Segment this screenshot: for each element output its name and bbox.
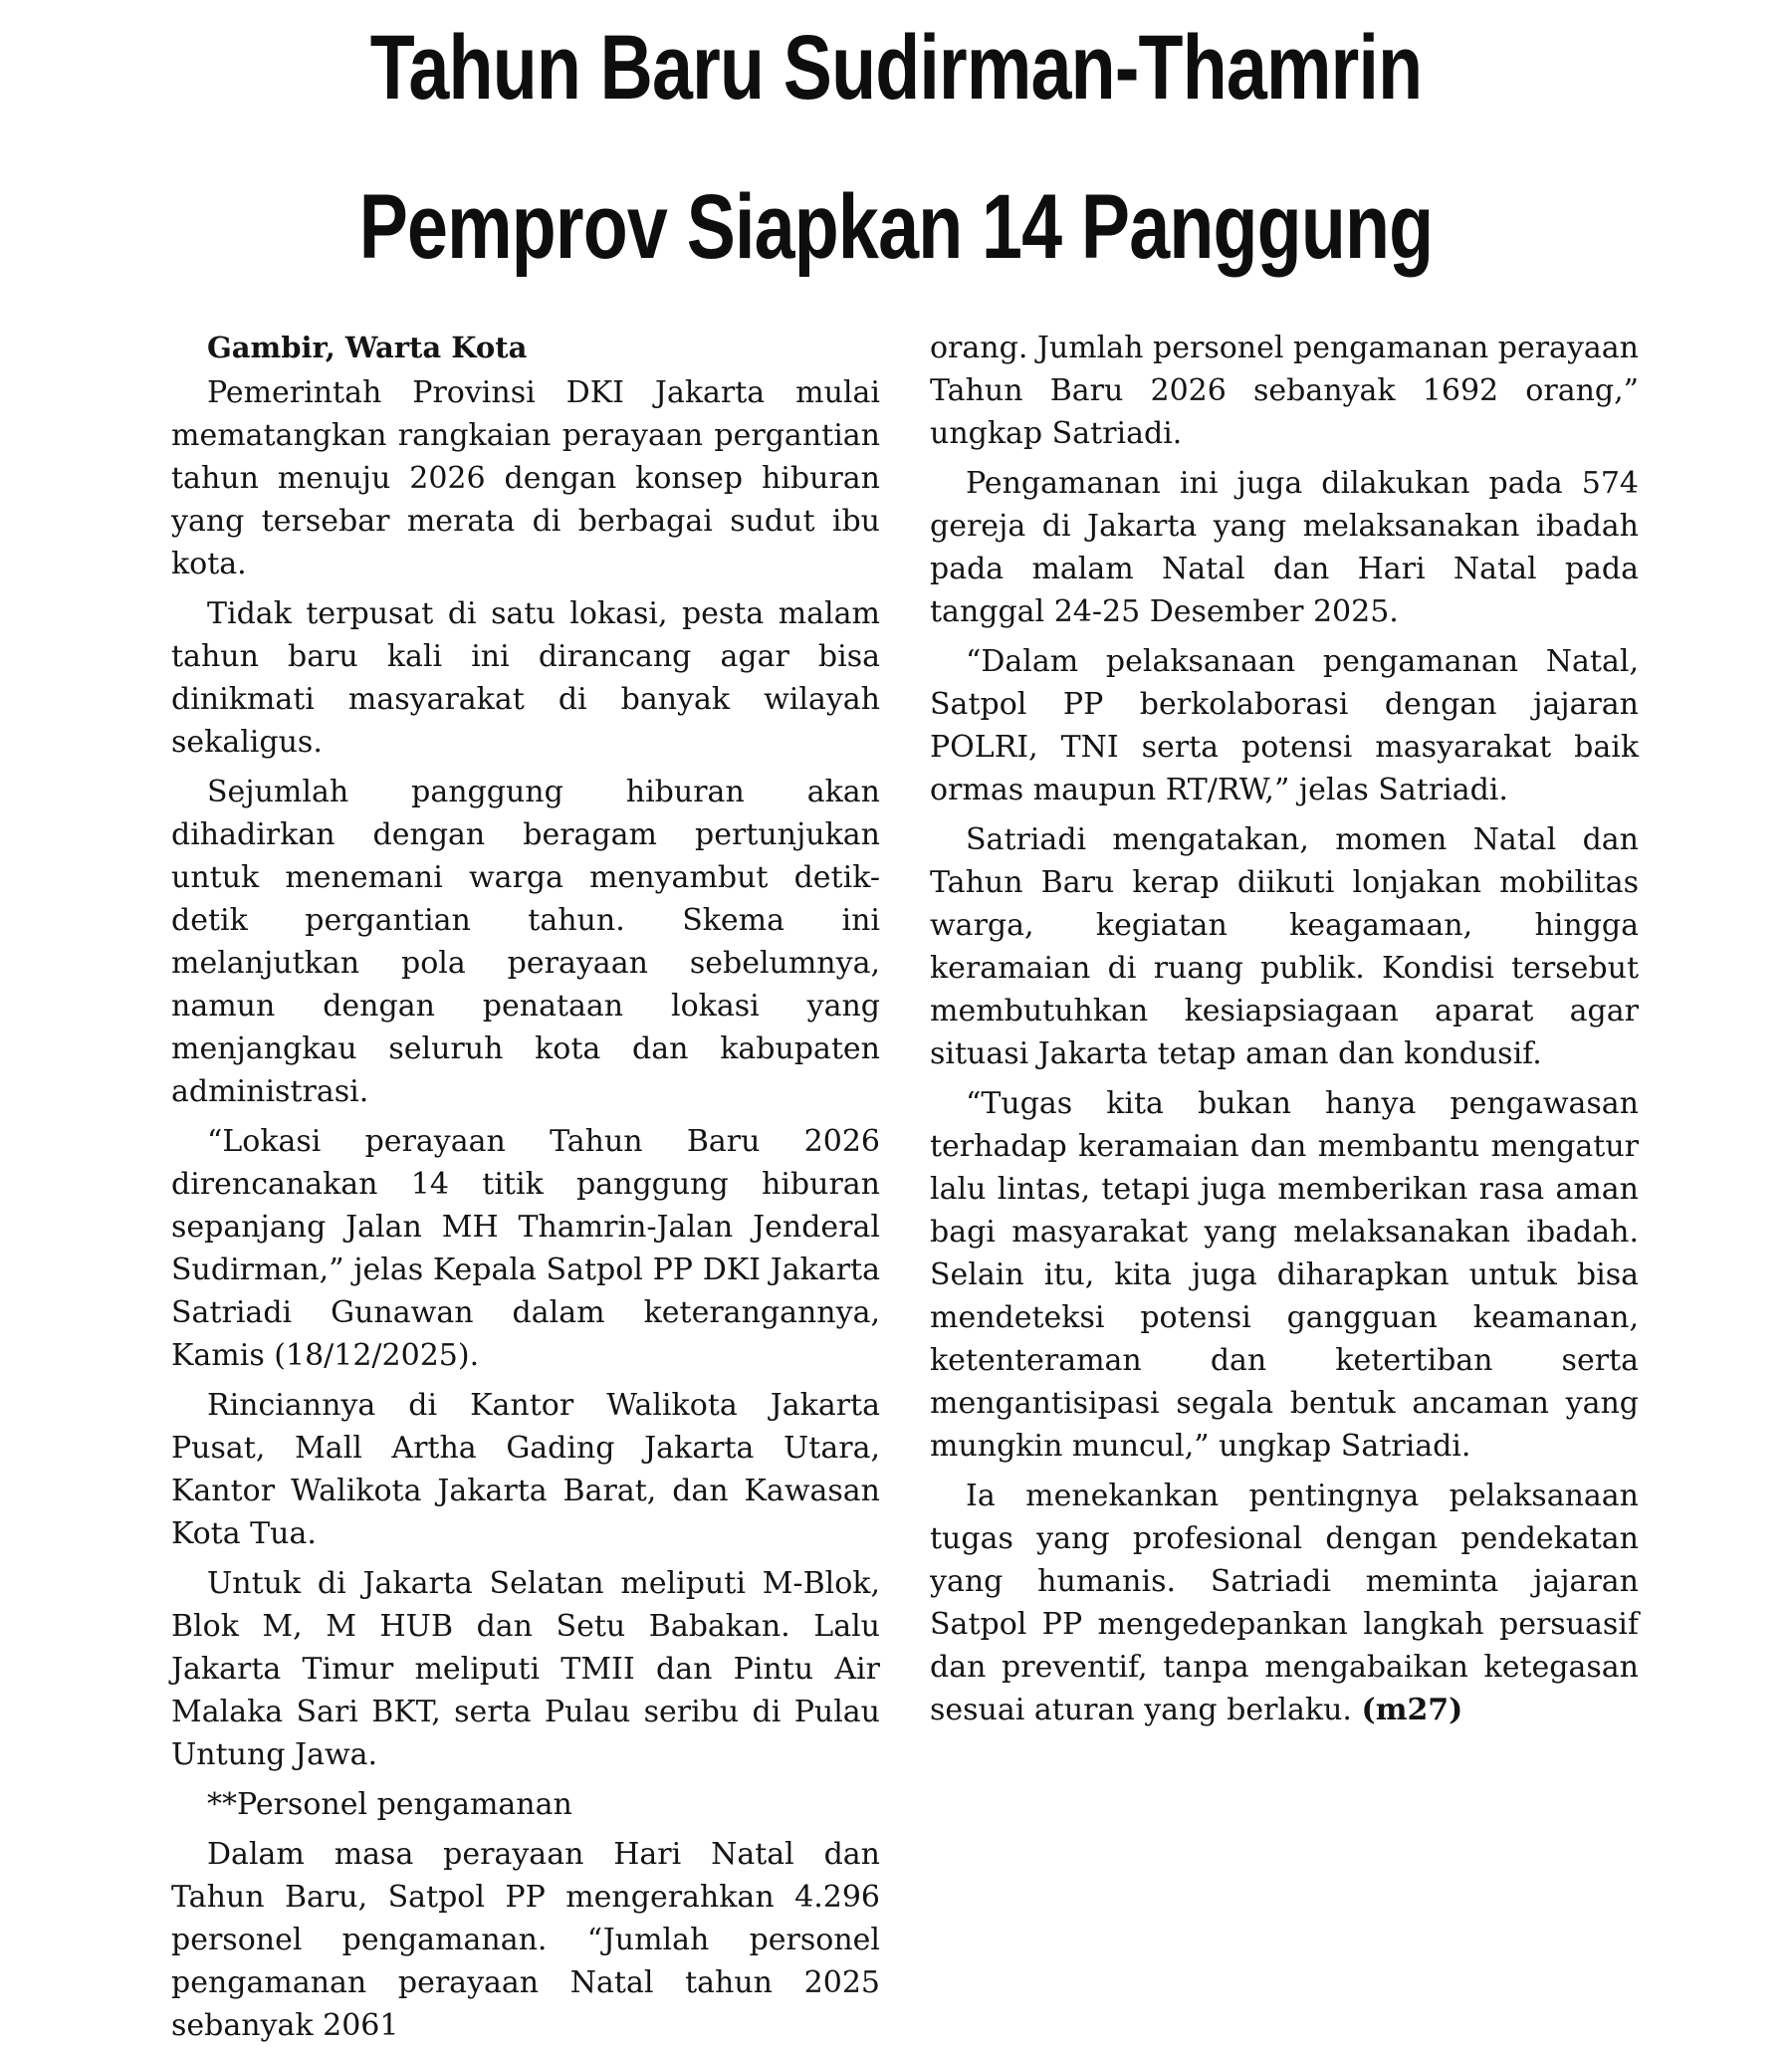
author-code: (m27)	[1361, 1693, 1463, 1727]
subheading: **Personel pengamanan	[207, 1787, 572, 1822]
final-paragraph-text: Ia menekankan pentingnya pelaksanaan tugas yang profesional dengan pendekatan yang humanis. Satriadi meminta jajaran Satpol PP mengedepankan langkah persuasif dan preventif, tanpa mengabaikan ketegasan sesuai aturan yang berlaku.	[930, 1479, 1639, 1727]
paragraph: Sejumlah panggung hiburan akan dihadirkan dengan beragam pertunjukan untuk menemani warga menyambut detik-detik pergantian tahun. Skema ini melanjutkan pola perayaan sebelumnya, namun dengan penataan lokasi yang menjangkau seluruh kota dan kabupaten administrasi.	[171, 775, 880, 1109]
paragraph: Pengamanan ini juga dilakukan pada 574 gereja di Jakarta yang melaksanakan ibadah pada malam Natal dan Hari Natal pada tanggal 24-25 Desember 2025.	[930, 466, 1639, 629]
dateline: Gambir, Warta Kota	[207, 331, 528, 364]
paragraph: Pemerintah Provinsi DKI Jakarta mulai mematangkan rangkaian perayaan pergantian tahun menuju 2026 dengan konsep hiburan yang tersebar merata di berbagai sudut ibu kota.	[171, 375, 880, 581]
paragraph: Rinciannya di Kantor Walikota Jakarta Pusat, Mall Artha Gading Jakarta Utara, Kantor Walikota Jakarta Barat, dan Kawasan Kota Tua.	[171, 1388, 880, 1551]
final-paragraph	[930, 1475, 1639, 1731]
paragraph: “Tugas kita bukan hanya pengawasan terhadap keramaian dan membantu mengatur lalu lintas, tetapi juga memberikan rasa aman bagi masyarakat yang melaksanakan ibadah. Selain itu, kita juga diharapkan untuk bisa mendeteksi potensi gangguan keamanan, ketenteraman dan ketertiban serta mengantisipasi segala bentuk ancaman yang mungkin muncul,” ungkap Satriadi.	[930, 1086, 1639, 1464]
left-column	[171, 329, 880, 2054]
paragraph: “Dalam pelaksanaan pengamanan Natal, Satpol PP berkolaborasi dengan jajaran POLRI, TNI serta potensi masyarakat baik ormas maupun RT/RW,” jelas Satriadi.	[930, 644, 1639, 807]
paragraph: Untuk di Jakarta Selatan meliputi M-Blok, Blok M, M HUB dan Setu Babakan. Lalu Jakarta Timur meliputi TMII dan Pintu Air Malaka Sari BKT, serta Pulau seribu di Pulau Untung Jawa.	[171, 1566, 880, 1772]
paragraph: Satriadi mengatakan, momen Natal dan Tahun Baru kerap diikuti lonjakan mobilitas warga, kegiatan keagamaan, hingga keramaian di ruang publik. Kondisi tersebut membutuhkan kesiapsiagaan aparat agar situasi Jakarta tetap aman dan kondusif.	[930, 822, 1639, 1071]
headline-line-2: Pemprov Siapkan 14 Panggung	[358, 176, 1434, 278]
right-column	[930, 327, 1639, 1738]
paragraph: Dalam masa perayaan Hari Natal dan Tahun Baru, Satpol PP mengerahkan 4.296 personel pengamanan. “Jumlah personel pengamanan perayaan Natal tahun 2025 sebanyak 2061	[171, 1837, 880, 2043]
paragraph: “Lokasi perayaan Tahun Baru 2026 direncanakan 14 titik panggung hiburan sepanjang Jalan MH Thamrin-Jalan Jenderal Sudirman,” jelas Kepala Satpol PP DKI Jakarta Satriadi Gunawan dalam keterangannya, Kamis (18/12/2025).	[171, 1124, 880, 1373]
paragraph-continuation: orang. Jumlah personel pengamanan perayaan Tahun Baru 2026 sebanyak 1692 orang,” ungkap Satriadi.	[930, 331, 1639, 451]
paragraph: Tidak terpusat di satu lokasi, pesta malam tahun baru kali ini dirancang agar bisa dinikmati masyarakat di banyak wilayah sekaligus.	[171, 596, 880, 760]
headline-line-1: Tahun Baru Sudirman-Thamrin	[369, 17, 1423, 118]
